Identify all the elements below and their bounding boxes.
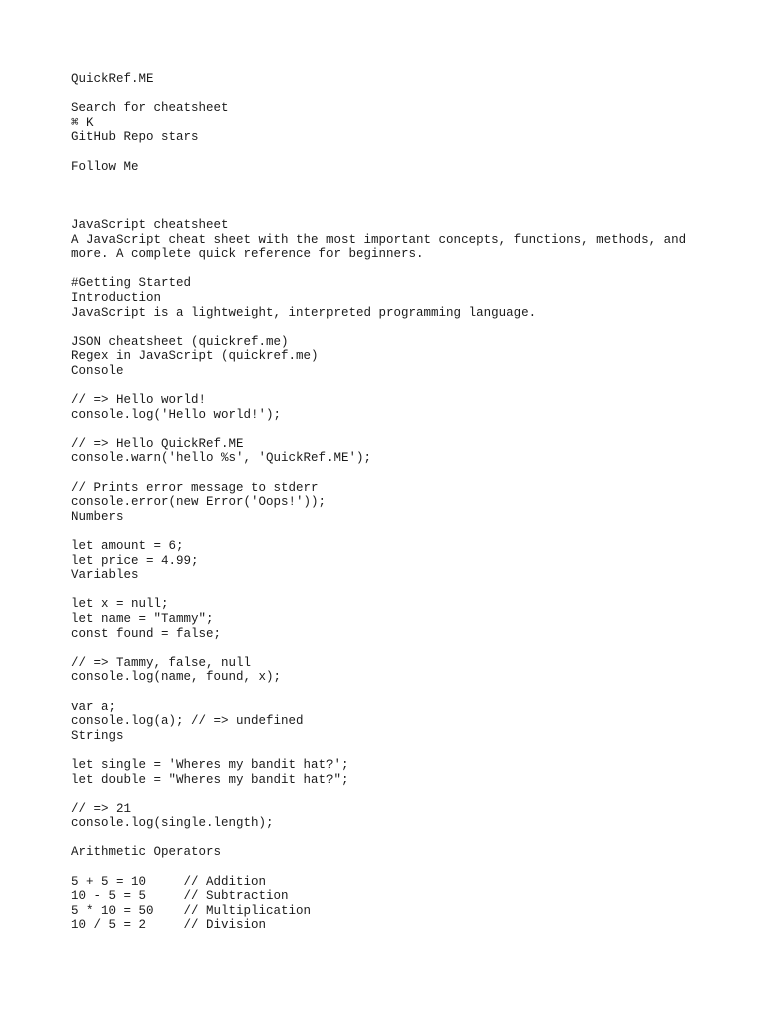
code-line: let single = 'Wheres my bandit hat?'; xyxy=(71,757,349,772)
code-line: let x = null; xyxy=(71,597,169,612)
code-line: let amount = 6; xyxy=(71,539,184,554)
page-content xyxy=(71,72,711,933)
code-line: 10 / 5 = 2 // Division xyxy=(71,918,267,933)
spacer xyxy=(71,378,711,393)
card-title-variables: Variables xyxy=(71,568,139,583)
spacer xyxy=(71,524,711,539)
code-line: console.log(a); // => undefined xyxy=(71,714,304,729)
site-logo[interactable]: QuickRef.ME xyxy=(71,72,154,86)
code-line: console.error(new Error('Oops!')); xyxy=(71,495,327,510)
code-line: // => Hello world! xyxy=(71,393,207,408)
code-line xyxy=(71,422,711,437)
code-block-console xyxy=(71,393,711,510)
search-shortcut: ⌘ K xyxy=(71,115,94,130)
spacer xyxy=(71,320,711,335)
code-line: // => 21 xyxy=(71,801,132,816)
code-block-arithmetic xyxy=(71,875,711,933)
code-line: 5 * 10 = 50 // Multiplication xyxy=(71,903,312,918)
code-line: console.log('Hello world!'); xyxy=(71,407,282,422)
card-title-strings: Strings xyxy=(71,728,124,743)
code-line xyxy=(71,641,711,656)
follow-me-link[interactable]: Follow Me xyxy=(71,159,139,174)
section-heading-getting-started[interactable]: #Getting Started xyxy=(71,276,192,291)
github-stars-link[interactable]: GitHub Repo stars xyxy=(71,130,199,145)
code-line xyxy=(71,787,711,802)
spacer xyxy=(71,145,711,160)
spacer xyxy=(71,743,711,758)
card-title-introduction: Introduction xyxy=(71,290,162,305)
card-title-console: Console xyxy=(71,363,124,378)
code-line: // Prints error message to stderr xyxy=(71,480,319,495)
code-block-numbers xyxy=(71,539,711,568)
code-line: 5 + 5 = 10 // Addition xyxy=(71,874,267,889)
code-line: // => Hello QuickRef.ME xyxy=(71,436,244,451)
code-line: console.log(name, found, x); xyxy=(71,670,282,685)
code-line: let name = "Tammy"; xyxy=(71,611,214,626)
card-title-arithmetic-operators: Arithmetic Operators xyxy=(71,845,222,860)
code-line: let price = 4.99; xyxy=(71,553,199,568)
code-line: // => Tammy, false, null xyxy=(71,655,252,670)
spacer xyxy=(71,860,711,875)
spacer xyxy=(71,583,711,598)
regex-cheatsheet-link[interactable]: Regex in JavaScript (quickref.me) xyxy=(71,349,319,364)
card-title-numbers: Numbers xyxy=(71,509,124,524)
spacer xyxy=(71,831,711,846)
code-line: 10 - 5 = 5 // Subtraction xyxy=(71,889,289,904)
introduction-text: JavaScript is a lightweight, interpreted programming language. xyxy=(71,305,537,320)
code-line: console.warn('hello %s', 'QuickRef.ME'); xyxy=(71,451,372,466)
code-block-strings xyxy=(71,758,711,831)
search-button[interactable]: Search for cheatsheet xyxy=(71,101,229,116)
page-description: A JavaScript cheat sheet with the most important concepts, functions, methods, and more. A complete quick reference for beginners. xyxy=(71,232,687,262)
code-line: console.log(single.length); xyxy=(71,816,274,831)
json-cheatsheet-link[interactable]: JSON cheatsheet (quickref.me) xyxy=(71,334,289,349)
code-line: const found = false; xyxy=(71,626,222,641)
code-line: var a; xyxy=(71,699,117,714)
spacer xyxy=(71,262,711,277)
spacer xyxy=(71,87,711,102)
code-line xyxy=(71,685,711,700)
spacer xyxy=(71,174,711,218)
code-line: let double = "Wheres my bandit hat?"; xyxy=(71,772,349,787)
page-title: JavaScript cheatsheet xyxy=(71,217,229,232)
code-line xyxy=(71,466,711,481)
code-block-variables xyxy=(71,597,711,728)
